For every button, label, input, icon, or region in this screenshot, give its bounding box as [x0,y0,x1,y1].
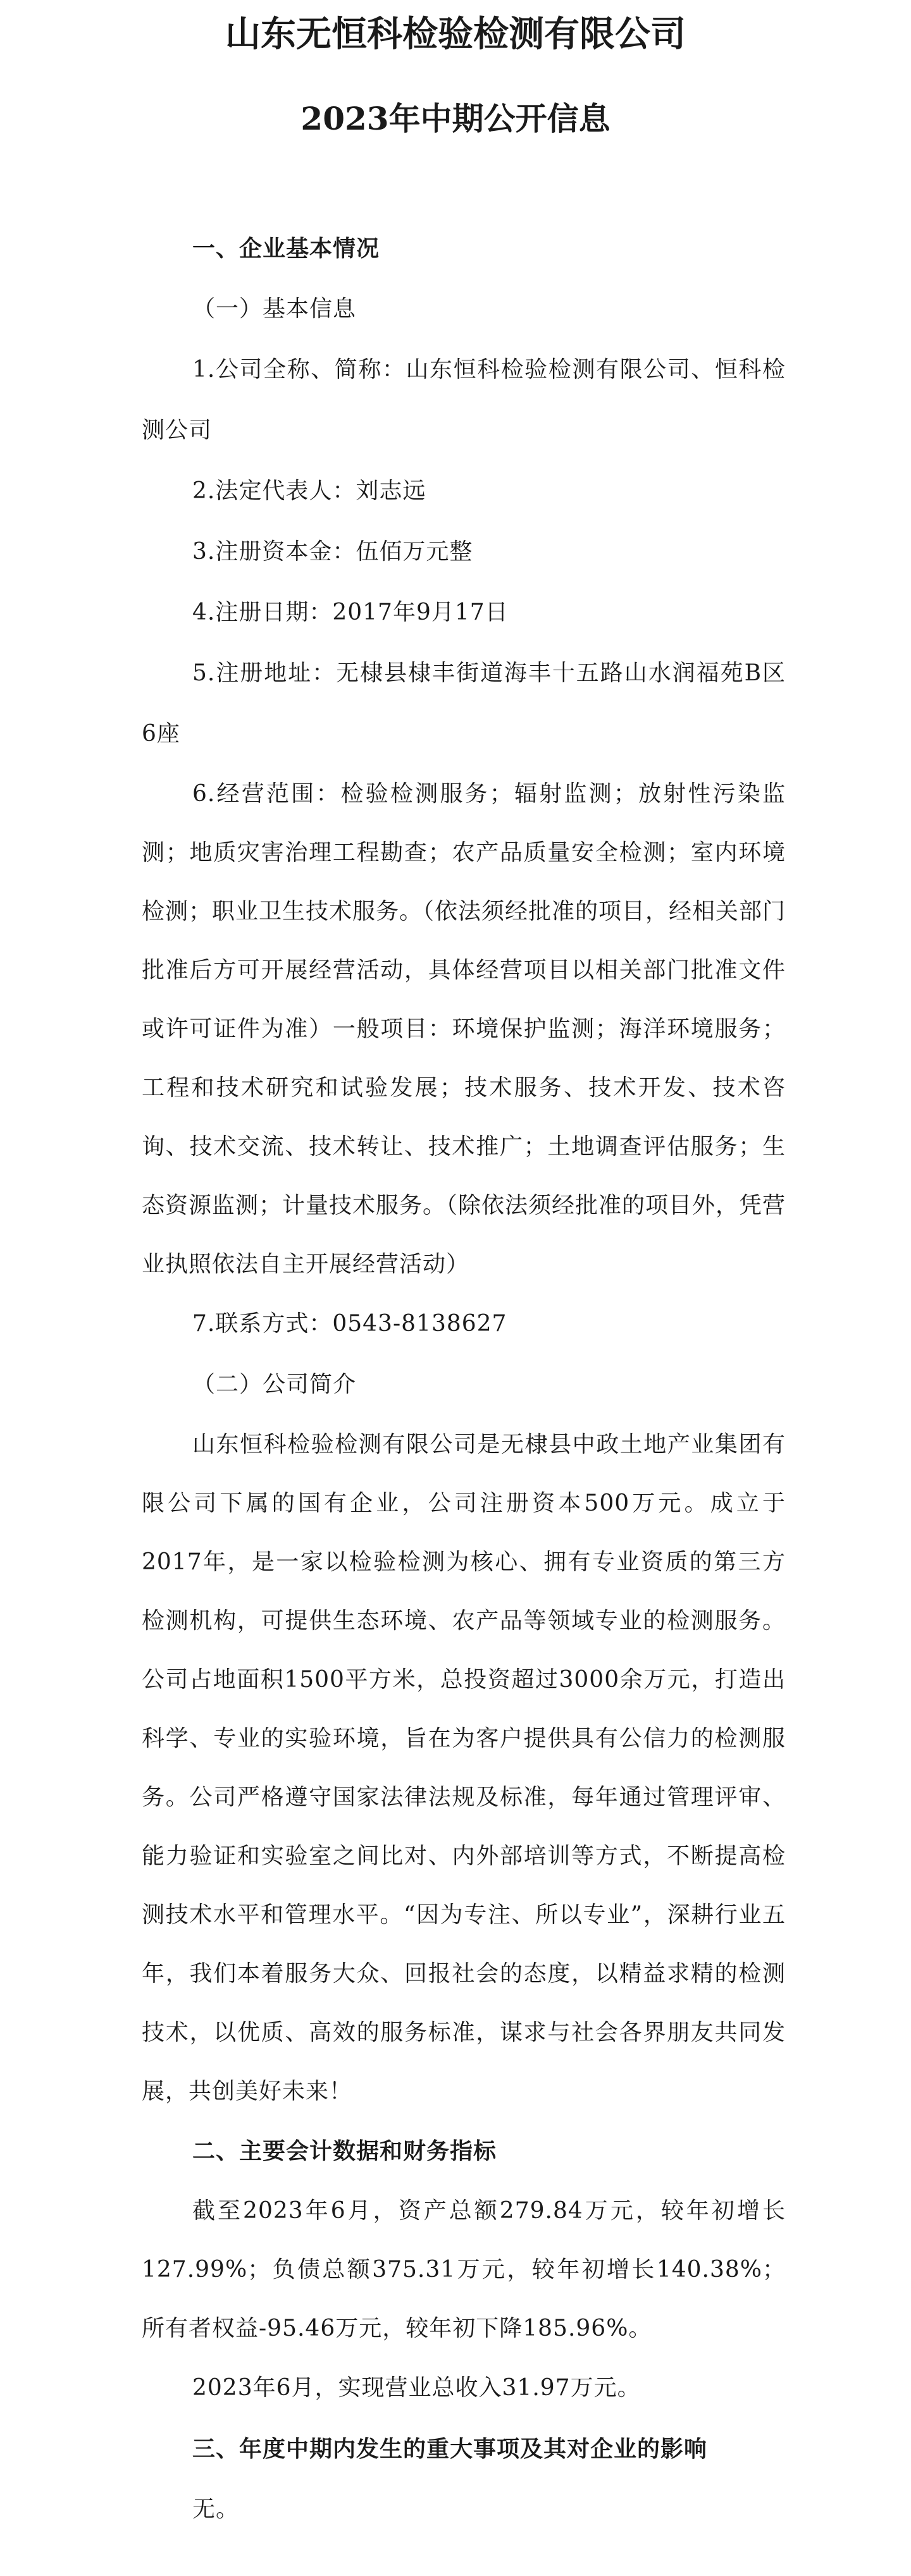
company-intro-paragraph: 山东恒科检验检测有限公司是无棣县中政土地产业集团有限公司下属的国有企业，公司注册资本500万元。成立于2017年，是一家以检验检测为核心、拥有专业资质的第三方检测机构，可提供生态环境、农产品等领域专业的检测服务。公司占地面积1500平方米，总投资超过3000余万元，打造出科学、专业的实验环境，旨在为客户提供具有公信力的检测服务。公司严格遵守国家法律法规及标准，每年通过管理评审、能力验证和实验室之间比对、内外部培训等方式，不断提高检测技术水平和管理水平。“因为专注、所以专业”，深耕行业五年，我们本着服务大众、回报社会的态度，以精益求精的检测技术，以优质、高效的服务标准，谋求与社会各界朋友共同发展，共创美好未来！ [142,1432,786,2104]
info-registered-address: 5.注册地址：无棣县棣丰街道海丰十五路山水润福苑B区6座 [142,660,786,747]
section-heading-finance: 二、主要会计数据和财务指标 [192,2138,497,2164]
document-title: 山东无恒科检验检测有限公司 [225,13,686,55]
info-company-name: 1.公司全称、简称：山东恒科检验检测有限公司、恒科检测公司 [142,357,786,443]
info-business-scope: 6.经营范围：检验检测服务；辐射监测；放射性污染监测；地质灾害治理工程勘查；农产品质量安全检测；室内环境检测；职业卫生技术服务。（依法须经批准的项目，经相关部门批准后方可开展经营活动，具体经营项目以相关部门批准文件或许可证件为准）一般项目：环境保护监测；海洋环境服务；工程和技术研究和试验发展；技术服务、技术开发、技术咨询、技术交流、技术转让、技术推广；土地调查评估服务；生态资源监测；计量技术服务。（除依法须经批准的项目外，凭营业执照依法自主开展经营活动） [142,781,786,1277]
info-registered-capital: 3.注册资本金：伍佰万元整 [192,539,473,565]
subsection-heading-basic-info: （一）基本信息 [192,296,357,322]
document-body [142,218,786,2540]
info-legal-representative: 2.法定代表人：刘志远 [192,478,426,504]
document-subtitle: 2023年中期公开信息 [301,100,610,137]
section-heading-events: 三、年度中期内发生的重大事项及其对企业的影响 [192,2436,708,2462]
finance-paragraph-revenue: 2023年6月，实现营业总收入31.97万元。 [192,2375,641,2401]
subsection-heading-company-intro: （二）公司简介 [192,1371,357,1397]
section-heading-basic: 一、企业基本情况 [192,235,380,262]
info-registration-date: 4.注册日期：2017年9月17日 [192,599,509,625]
events-paragraph: 无。 [192,2496,240,2522]
info-contact: 7.联系方式：0543-8138627 [192,1311,507,1337]
finance-paragraph-assets: 截至2023年6月，资产总额279.84万元，较年初增长127.99%；负债总额375.31万元，较年初增长140.38%；所有者权益-95.46万元，较年初下降185.96%。 [142,2198,786,2341]
